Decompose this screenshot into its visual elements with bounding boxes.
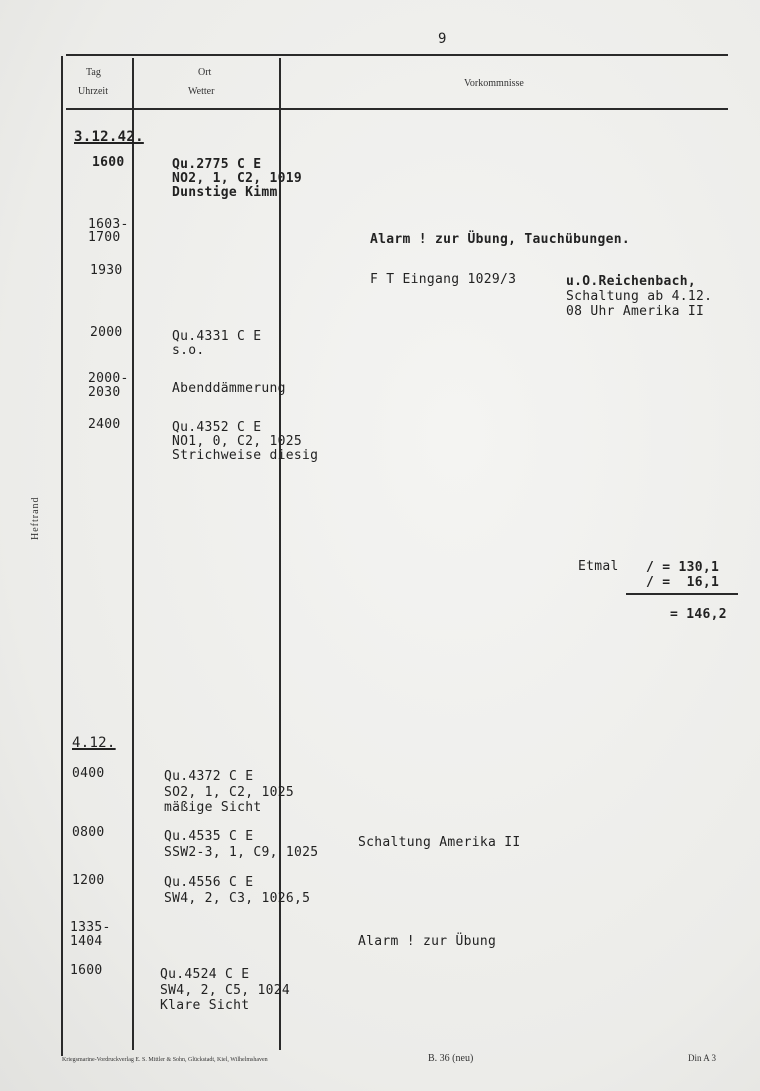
- entry-weather: SSW2-3, 1, C9, 1025: [164, 845, 319, 860]
- entry-event: Alarm ! zur Übung, Tauchübungen.: [370, 232, 631, 247]
- entry-place: Abenddämmerung: [172, 381, 286, 396]
- entry-time: 1200: [72, 873, 105, 888]
- entry-time: 1335-: [70, 920, 111, 935]
- entry-place: Qu.4524 C E: [160, 967, 250, 982]
- entry-time: 1600: [92, 155, 125, 170]
- top-rule: [66, 54, 728, 56]
- etmal-label: Etmal: [578, 559, 619, 574]
- entry-time: 2400: [88, 417, 121, 432]
- etmal-line-1: / = 130,1: [646, 560, 720, 575]
- entry-event: Alarm ! zur Übung: [358, 934, 497, 949]
- entry-place: Qu.4535 C E: [164, 829, 254, 844]
- entry-weather: s.o.: [172, 343, 205, 358]
- header-tag: Tag: [86, 67, 101, 78]
- etmal-total: = 146,2: [670, 607, 727, 622]
- entry-weather: SW4, 2, C3, 1026,5: [164, 891, 311, 906]
- etmal-line-2: / = 16,1: [646, 575, 720, 590]
- entry-event-right: Schaltung ab 4.12.: [566, 289, 713, 304]
- entry-visibility: Dunstige Kimm: [172, 185, 278, 200]
- entry-place: Qu.4331 C E: [172, 329, 262, 344]
- entry-time: 1600: [70, 963, 103, 978]
- header-ort: Ort: [198, 67, 212, 78]
- entry-weather: NO1, 0, C2, 1025: [172, 434, 303, 449]
- col1-divider: [132, 58, 134, 1050]
- header-uhrzeit: Uhrzeit: [78, 86, 108, 97]
- entry-place: Qu.2775 C E: [172, 157, 262, 172]
- entry-event: F T Eingang 1029/3: [370, 272, 517, 287]
- entry-time: 0800: [72, 825, 105, 840]
- entry-weather: NO2, 1, C2, 1019: [172, 171, 303, 186]
- footer-form: B. 36 (neu): [428, 1053, 474, 1064]
- date-heading-2: 4.12.: [72, 735, 116, 751]
- header-rule: [66, 108, 728, 110]
- page-number: 9: [438, 31, 447, 47]
- entry-event-right: u.O.Reichenbach,: [566, 274, 697, 289]
- entry-time: 2000: [90, 325, 123, 340]
- entry-weather: SW4, 2, C5, 1024: [160, 983, 291, 998]
- entry-weather: SO2, 1, C2, 1025: [164, 785, 295, 800]
- entry-place: Qu.4372 C E: [164, 769, 254, 784]
- entry-event-right: 08 Uhr Amerika II: [566, 304, 705, 319]
- margin-label: Heftrand: [30, 496, 41, 540]
- entry-time: 1700: [88, 230, 121, 245]
- date-heading-1: 3.12.42.: [74, 129, 144, 145]
- header-vorkommnisse: Vorkommnisse: [464, 78, 524, 89]
- entry-place: Qu.4352 C E: [172, 420, 262, 435]
- entry-time: 1404: [70, 934, 103, 949]
- entry-time: 0400: [72, 766, 105, 781]
- header-wetter: Wetter: [188, 86, 215, 97]
- entry-visibility: Strichweise diesig: [172, 448, 319, 463]
- footer-right: Din A 3: [688, 1053, 717, 1063]
- entry-time: 2000-: [88, 371, 129, 386]
- entry-visibility: mäßige Sicht: [164, 800, 262, 815]
- left-border: [61, 56, 63, 1056]
- entry-visibility: Klare Sicht: [160, 998, 250, 1013]
- entry-time: 1603-: [88, 217, 129, 232]
- entry-time: 2030: [88, 385, 121, 400]
- entry-place: Qu.4556 C E: [164, 875, 254, 890]
- entry-event: Schaltung Amerika II: [358, 835, 521, 850]
- entry-time: 1930: [90, 263, 123, 278]
- footer-printer: Kriegsmarine-Vordruckverlag E. S. Mittler & Sohn, Glückstadt, Kiel, Wilhelmshaven: [62, 1057, 268, 1063]
- etmal-sum-rule: [626, 593, 738, 595]
